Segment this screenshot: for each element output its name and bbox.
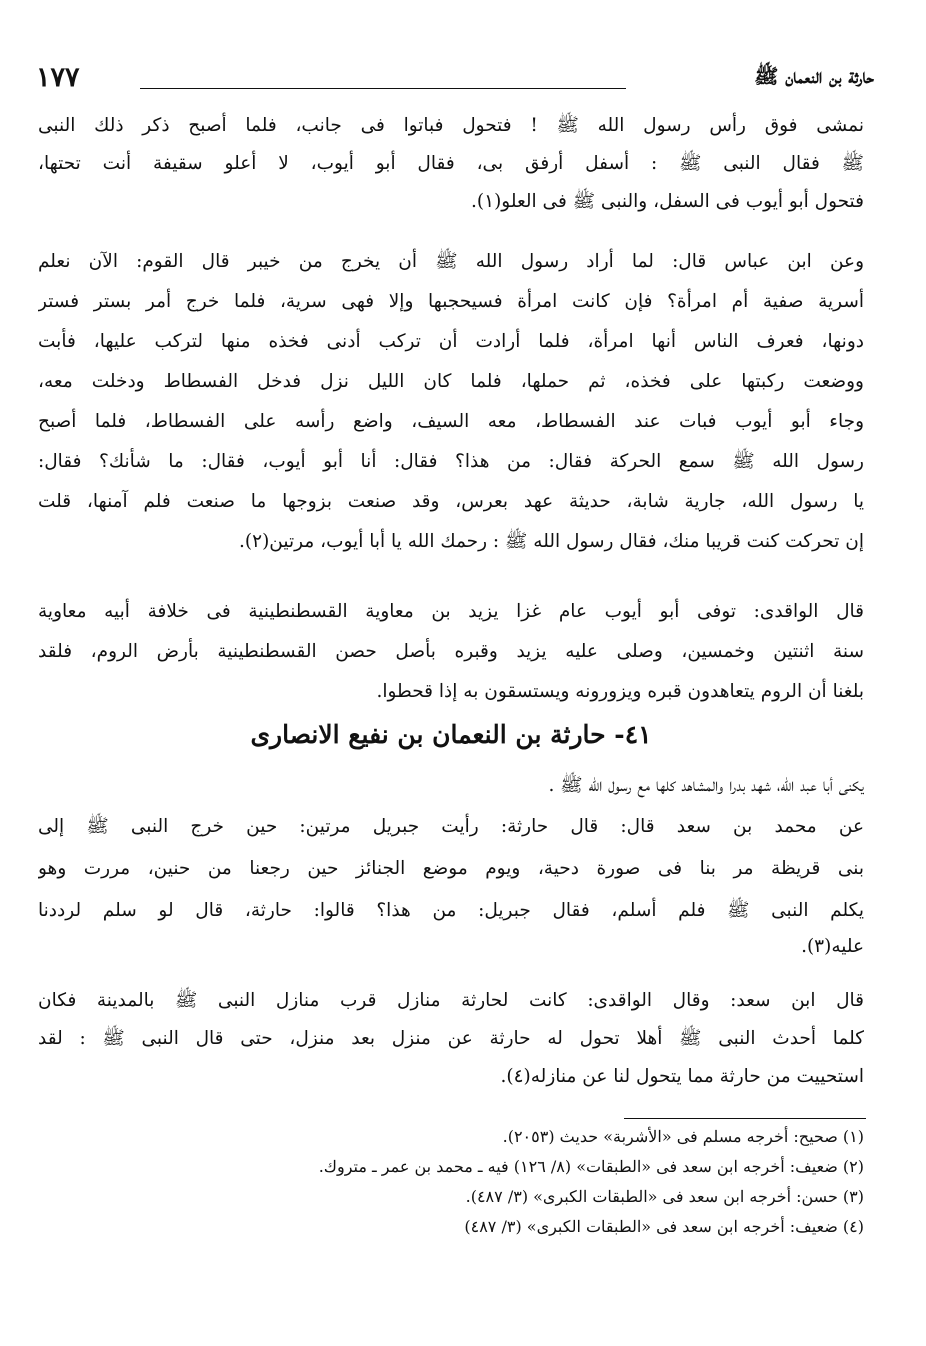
text-line: دونها، فعرف الناس أنها امرأة، فلما أرادت أن تركب أدنى فخذه منها لتركب عليها، فأبت xyxy=(38,331,864,352)
text-line: قال الواقدى: توفى أبو أيوب عام غزا يزيد بن معاوية القسطنطينية فى خلافة أبيه معاوية xyxy=(38,601,864,622)
text-line: فتحول أبو أيوب فى السفل، والنبى ﷺ فى العلو(١). xyxy=(471,191,864,212)
header-rule xyxy=(140,88,626,89)
text-line: أسرية صفية أم امرأة؟ فإن كانت امرأة فسيحجبها وإلا فهى سرية، فلما خرج أمر بستر فستر xyxy=(38,291,864,312)
text-line: إن تحركت كنت قريبا منك، فقال رسول الله ﷺ : رحمك الله يا أبا أيوب، مرتين(٢). xyxy=(239,531,864,552)
text-line: يا رسول الله، جارية شابة، حديثة عهد بعرس، وقد صنعت بزوجها ما صنعت فلم آمنها، قلت xyxy=(38,491,864,512)
text-line: نمشى فوق رأس رسول الله ﷺ ! فتحول فباتوا فى جانب، فلما أصبح ذكر ذلك النبى xyxy=(38,115,864,136)
page-number: ١٧٧ xyxy=(36,62,80,93)
text-line: ووضعت ركبتها على فخذه، ثم حملها، فلما كان الليل نزل فدخل الفسطاط ودخلت معه، xyxy=(38,371,864,392)
footnote: (١) صحيح: أخرجه مسلم فى «الأشربة» حديث (٢٠٥٣). xyxy=(502,1127,864,1146)
text-line: عن محمد بن سعد قال: قال حارثة: رأيت جبريل مرتين: حين خرج النبى ﷺ إلى xyxy=(38,816,864,837)
footnote: (٤) ضعيف: أخرجه ابن سعد فى «الطبقات الكبرى» (٣/ ٤٨٧) xyxy=(464,1217,864,1236)
text-line: وعن ابن عباس قال: لما أراد رسول الله ﷺ أن يخرج من خيبر قال القوم: الآن نعلم xyxy=(38,251,864,272)
text-line: رسول الله ﷺ سمع الحركة فقال: من هذا؟ فقال: أنا أبو أيوب، فقال: ما شأنك؟ فقال: xyxy=(38,451,864,472)
text-line: سنة اثنتين وخمسين، وصلى عليه يزيد وقبره بأصل حصن القسطنطينية بأرض الروم، فلقد xyxy=(38,641,864,662)
text-line: وجاء أبو أيوب فبات عند الفسطاط، معه السيف، واضع رأسه على الفسطاط، فلما أصبح xyxy=(38,411,864,432)
text-line: استحييت من حارثة مما يتحول لنا عن منازله(٤). xyxy=(500,1066,864,1087)
text-line: يكنى أبا عبد الله، شهد بدرا والمشاهد كلها مع رسول الله ﷺ . xyxy=(548,775,864,796)
text-line: ﷺ فقال النبى ﷺ : أسفل أرفق بى، فقال أبو أيوب، لا أعلو سقيفة أنت تحتها، xyxy=(38,153,864,174)
running-title: حارثة بن النعمان ﷺ xyxy=(754,64,874,88)
footnote-rule xyxy=(624,1118,866,1119)
page-header xyxy=(36,62,874,102)
text-line: عليه(٣). xyxy=(801,936,864,957)
section-heading: ٤١- حارثة بن النعمان بن نفيع الانصارى xyxy=(250,720,652,749)
text-line: كلما أحدث النبى ﷺ أهلا تحول له حارثة عن منزل بعد منزل، حتى قال النبى ﷺ : لقد xyxy=(38,1028,864,1049)
text-line: قال ابن سعد: وقال الواقدى: كانت لحارثة منازل قرب منازل النبى ﷺ بالمدينة فكان xyxy=(38,990,864,1011)
footnote: (٣) حسن: أخرجه ابن سعد فى «الطبقات الكبرى» (٣/ ٤٨٧). xyxy=(465,1187,864,1206)
footnote: (٢) ضعيف: أخرجه ابن سعد فى «الطبقات» (٨/ ١٢٦) فيه ـ محمد بن عمر ـ متروك. xyxy=(318,1157,864,1176)
text-line: بنى قريظة مر بنا فى صورة دحية، ويوم موضع الجنائز حين رجعنا من حنين، مررت وهو xyxy=(38,858,864,879)
text-line: يكلم النبى ﷺ فلم أسلم، فقال جبريل: من هذا؟ قالوا: حارثة، قال لو سلم لرددنا xyxy=(38,900,864,921)
text-line: بلغنا أن الروم يتعاهدون قبره ويزورونه ويستسقون به إذا قحطوا. xyxy=(376,681,864,702)
